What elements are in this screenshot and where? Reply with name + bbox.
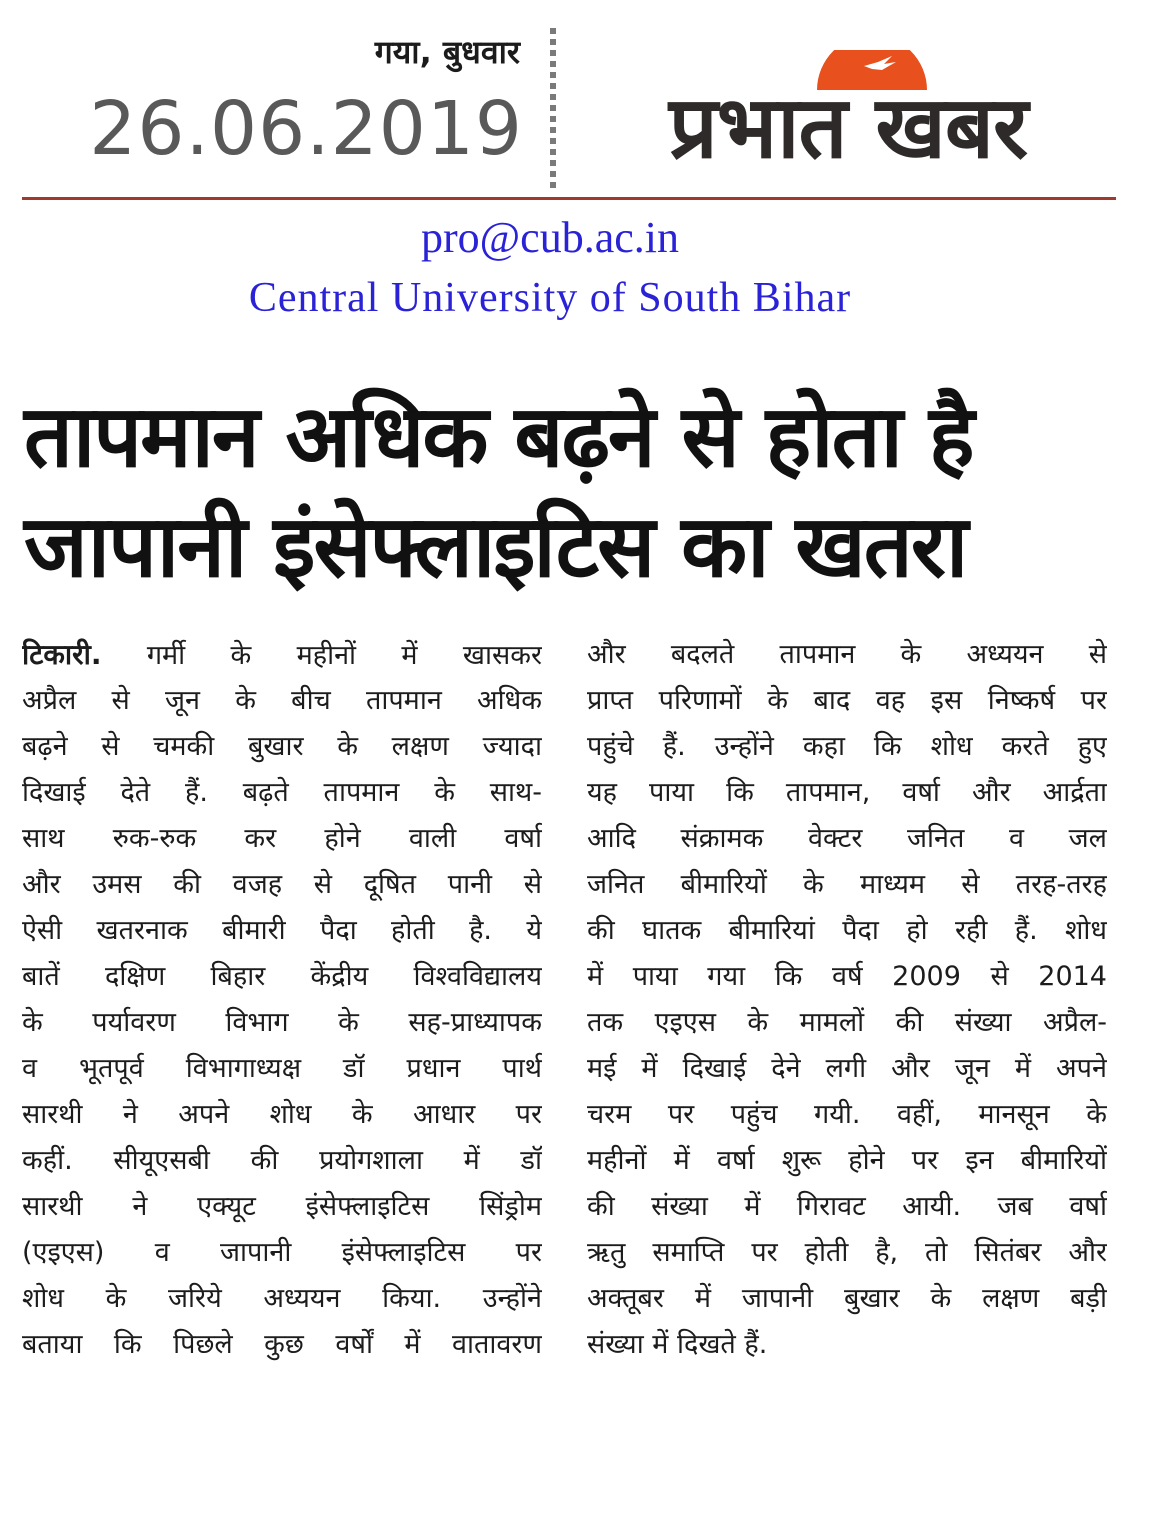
article-line: बढ़ने से चमकी बुखार के लक्षण ज्यादा — [22, 731, 542, 762]
city-day-label: गया, बुधवार — [374, 33, 520, 71]
masthead-divider — [550, 28, 556, 188]
article-column-left — [22, 632, 542, 1368]
article-line: जनित बीमारियों के माध्यम से तरह-तरह — [587, 869, 1107, 900]
article-line: सारथी ने अपने शोध के आधार पर — [22, 1099, 542, 1130]
masthead — [0, 0, 1156, 205]
article-line-text: गर्मी के महीनों में खासकर — [101, 640, 542, 671]
article-line: ऋतु समाप्ति पर होती है, तो सितंबर और — [587, 1237, 1107, 1268]
stamp-university-name: Central University of South Bihar — [248, 275, 852, 321]
article-line: आदि संक्रामक वेक्टर जनित व जल — [587, 823, 1107, 854]
article-line: बातें दक्षिण बिहार केंद्रीय विश्वविद्यालय — [22, 961, 542, 992]
article-line: साथ रुक-रुक कर होने वाली वर्षा — [22, 823, 542, 854]
masthead-rule — [22, 197, 1116, 200]
article-line: अक्तूबर में जापानी बुखार के लक्षण बड़ी — [587, 1283, 1107, 1314]
article-line: बताया कि पिछले कुछ वर्षों में वातावरण — [22, 1329, 542, 1360]
article-line: मई में दिखाई देने लगी और जून में अपने — [587, 1053, 1107, 1084]
article-line: यह पाया कि तापमान, वर्षा और आर्द्रता — [587, 777, 1107, 808]
headline-line-1: तापमान अधिक बढ़ने से होता है — [24, 387, 973, 487]
article-line: में पाया गया कि वर्ष 2009 से 2014 — [587, 961, 1107, 992]
article-line — [22, 632, 542, 678]
article-line: अप्रैल से जून के बीच तापमान अधिक — [22, 685, 542, 716]
article-line: प्राप्त परिणामों के बाद वह इस निष्कर्ष पर — [587, 685, 1107, 716]
article-line: व भूतपूर्व विभागाध्यक्ष डॉ प्रधान पार्थ — [22, 1053, 542, 1084]
article-headline — [24, 382, 1134, 602]
article-line: ऐसी खतरनाक बीमारी पैदा होती है. ये — [22, 915, 542, 946]
article-line: तक एइएस के मामलों की संख्या अप्रैल- — [587, 1007, 1107, 1038]
article-column-right — [587, 632, 1107, 1368]
article-line: पहुंचे हैं. उन्होंने कहा कि शोध करते हुए — [587, 731, 1107, 762]
stamp-email: pro@cub.ac.in — [421, 213, 679, 262]
newspaper-logo-text: प्रभात खबर — [668, 78, 1028, 178]
publication-date: 26.06.2019 — [89, 86, 523, 172]
article-line: दिखाई देते हैं. बढ़ते तापमान के साथ- — [22, 777, 542, 808]
article-line: चरम पर पहुंच गयी. वहीं, मानसून के — [587, 1099, 1107, 1130]
article-line: शोध के जरिये अध्ययन किया. उन्होंने — [22, 1283, 542, 1314]
article-line: और बदलते तापमान के अध्ययन से — [587, 639, 1107, 670]
article-line: के पर्यावरण विभाग के सह-प्राध्यापक — [22, 1007, 542, 1038]
headline-line-2: जापानी इंसेफ्लाइटिस का खतरा — [24, 497, 967, 597]
article-line: (एइएस) व जापानी इंसेफ्लाइटिस पर — [22, 1237, 542, 1268]
article-line: सारथी ने एक्यूट इंसेफ्लाइटिस सिंड्रोम — [22, 1191, 542, 1222]
article-line: की घातक बीमारियां पैदा हो रही हैं. शोध — [587, 915, 1107, 946]
article-line: संख्या में दिखते हैं. — [587, 1329, 768, 1360]
dateline: टिकारी. — [22, 638, 102, 671]
article-line: और उमस की वजह से दूषित पानी से — [22, 869, 542, 900]
article-line: महीनों में वर्षा शुरू होने पर इन बीमारियों — [587, 1145, 1107, 1176]
article-line: कहीं. सीयूएसबी की प्रयोगशाला में डॉ — [22, 1145, 542, 1176]
article-line: की संख्या में गिरावट आयी. जब वर्षा — [587, 1191, 1107, 1222]
